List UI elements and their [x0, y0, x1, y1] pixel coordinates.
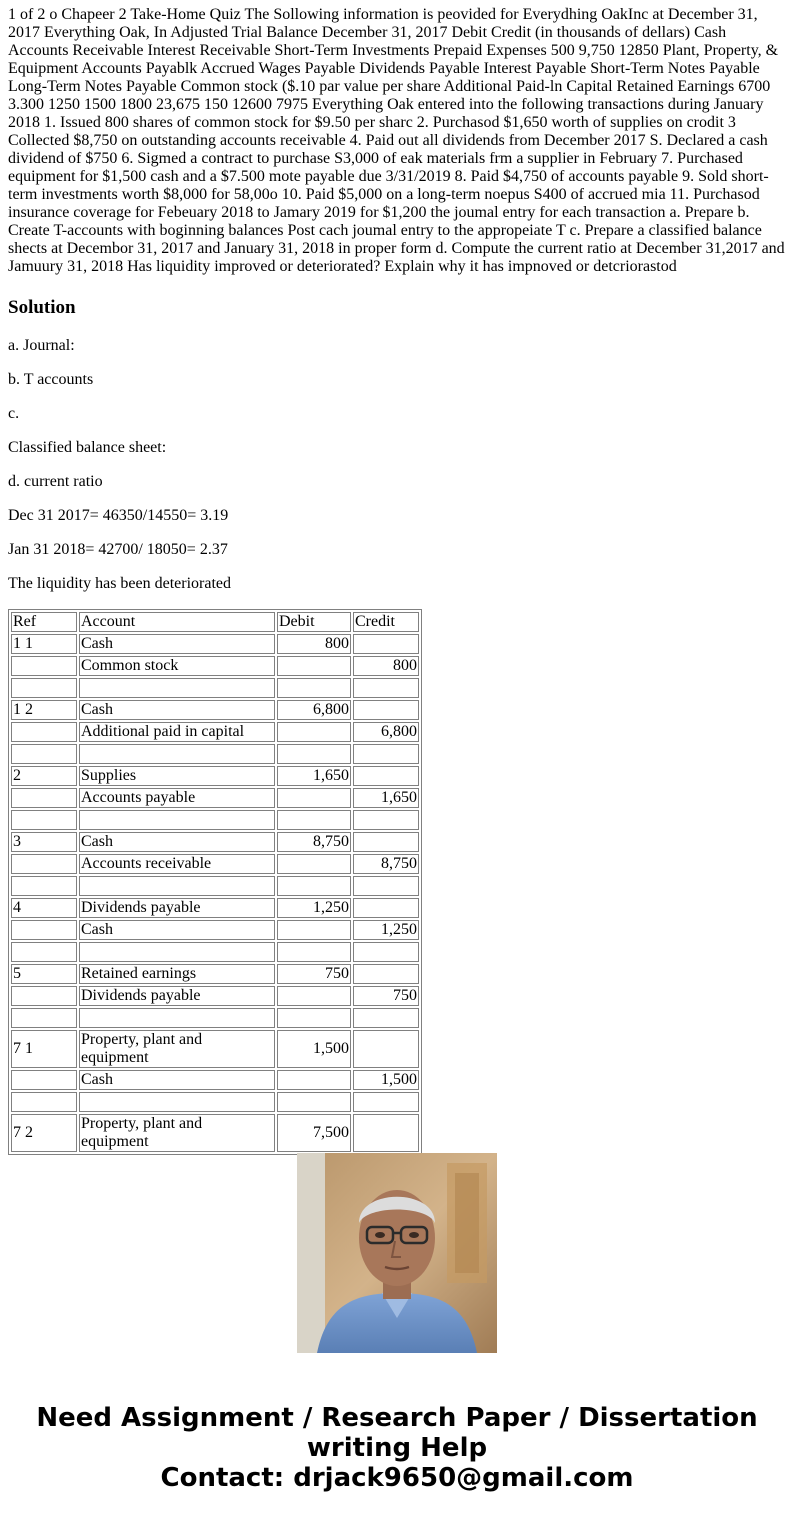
cell-debit: 7,500 [277, 1114, 351, 1152]
promo-banner [0, 1403, 794, 1493]
cell-ref [11, 942, 77, 962]
cell-account: Additional paid in capital [79, 722, 275, 742]
table-row [11, 1114, 419, 1152]
journal-rows [11, 634, 419, 1152]
table-row [11, 744, 419, 764]
cell-ref: 1 2 [11, 700, 77, 720]
cell-debit: 1,650 [277, 766, 351, 786]
cell-debit: 1,500 [277, 1030, 351, 1068]
solution-line-ratio-2018: Jan 31 2018= 42700/ 18050= 2.37 [8, 541, 228, 558]
cell-debit [277, 854, 351, 874]
solution-line-ratio-2017: Dec 31 2017= 46350/14550= 3.19 [8, 507, 229, 524]
table-row [11, 986, 419, 1006]
cell-account: Common stock [79, 656, 275, 676]
table-row [11, 810, 419, 830]
cell-credit [353, 678, 419, 698]
cell-ref: 2 [11, 766, 77, 786]
cell-credit: 1,500 [353, 1070, 419, 1090]
cell-account: Retained earnings [79, 964, 275, 984]
cell-ref [11, 876, 77, 896]
header-credit: Credit [353, 612, 419, 632]
cell-debit [277, 656, 351, 676]
cell-debit [277, 986, 351, 1006]
table-row [11, 854, 419, 874]
table-header-row [11, 612, 419, 632]
cell-account: Cash [79, 832, 275, 852]
solution-heading: Solution [8, 297, 76, 318]
solution-line-conclusion: The liquidity has been deteriorated [8, 575, 232, 592]
journal-table [8, 609, 422, 1155]
table-row [11, 898, 419, 918]
cell-credit: 800 [353, 656, 419, 676]
author-avatar [297, 1153, 497, 1353]
cell-credit [353, 700, 419, 720]
cell-credit [353, 942, 419, 962]
cell-account [79, 942, 275, 962]
table-row [11, 1030, 419, 1068]
cell-ref [11, 656, 77, 676]
cell-credit: 1,250 [353, 920, 419, 940]
cell-ref [11, 788, 77, 808]
cell-account: Property, plant and equipment [79, 1030, 275, 1068]
table-row [11, 788, 419, 808]
cell-credit [353, 744, 419, 764]
cell-credit: 8,750 [353, 854, 419, 874]
table-row [11, 876, 419, 896]
cell-debit [277, 942, 351, 962]
cell-debit: 8,750 [277, 832, 351, 852]
cell-ref: 7 1 [11, 1030, 77, 1068]
journal-table-container [8, 609, 426, 1150]
header-ref: Ref [11, 612, 77, 632]
cell-debit: 750 [277, 964, 351, 984]
cell-account: Dividends payable [79, 898, 275, 918]
cell-account: Cash [79, 1070, 275, 1090]
cell-ref: 1 1 [11, 634, 77, 654]
cell-debit: 1,250 [277, 898, 351, 918]
table-row [11, 942, 419, 962]
cell-account: Accounts payable [79, 788, 275, 808]
table-row [11, 920, 419, 940]
cell-ref [11, 810, 77, 830]
table-row [11, 1070, 419, 1090]
solution-line-journal: a. Journal: [8, 337, 75, 354]
cell-debit [277, 788, 351, 808]
cell-ref [11, 986, 77, 1006]
cell-ref [11, 678, 77, 698]
table-row [11, 832, 419, 852]
cell-ref [11, 744, 77, 764]
cell-debit: 6,800 [277, 700, 351, 720]
table-row [11, 678, 419, 698]
cell-debit [277, 678, 351, 698]
cell-account [79, 876, 275, 896]
solution-line-balance-sheet: Classified balance sheet: [8, 439, 167, 456]
cell-debit [277, 744, 351, 764]
table-row [11, 766, 419, 786]
cell-ref [11, 722, 77, 742]
cell-credit [353, 898, 419, 918]
question-text: 1 of 2 o Chapeer 2 Take-Home Quiz The Sollowing information is peovided for Everydhing OakInc at December 31, 2017 Everything Oak, In Adjusted Trial Balance December 31, 2017 Debit Credit (in thousands of dellars) Cash Accounts Receivable Interest Receivable Short-Term Investments Prepaid Expenses 500 9,750 12850 Plant, Property, & Equipment Accounts Payablk Accrued Wages Payable Dividends Payable Interest Payable Short-Term Notes Payable Long-Term Notes Payable Common stock ($.10 par value per share Additional Paid-ln Capital Retained Earnings 6700 3.300 1250 1500 1800 23,675 150 12600 7975 Everything Oak entered into the following transactions during January 2018 1. Issued 800 shares of common stock for $9.50 per sharc 2. Purchasod $1,650 worth of supplies on crodit 3 Collected $8,750 on outstanding accounts receivable 4. Paid out all dividends from December 2017 S. Declared a cash dividend of $750 6. Sigmed a contract to purchase S3,000 of eak materials frm a supplier in February 7. Purchased equipment for $1,500 cash and a $7.500 mote payable due 3/31/2019 8. Paid $4,750 of accounts payable 9. Sold short-term investments worth $8,000 for 58,00o 10. Paid $5,000 on a long-term noepus S400 of accrued mia 11. Purchasod insurance coverage for Febeuary 2018 to Jamary 2019 for $1,200 the joumal entry for each transaction a. Prepare b. Create T-accounts with boginning balances Post cach joumal entry to the appropeiate T c. Prepare a classified balance shects at Decembor 31, 2017 and January 31, 2018 in proper form d. Compute the current ratio at December 31,2017 and Jamuury 31, 2018 Has liquidity improved or deteriorated? Explain why it has impnoved or detcriorastod [8, 6, 785, 275]
solution-line-c: c. [8, 405, 20, 422]
cell-ref: 5 [11, 964, 77, 984]
cell-credit [353, 1092, 419, 1112]
cell-account [79, 1008, 275, 1028]
cell-account [79, 744, 275, 764]
solution-line-t-accounts: b. T accounts [8, 371, 94, 388]
cell-credit: 1,650 [353, 788, 419, 808]
cell-account: Property, plant and equipment [79, 1114, 275, 1152]
cell-debit [277, 810, 351, 830]
cell-debit: 800 [277, 634, 351, 654]
cell-account [79, 678, 275, 698]
cell-debit [277, 920, 351, 940]
cell-ref [11, 920, 77, 940]
table-row [11, 1092, 419, 1112]
cell-ref: 4 [11, 898, 77, 918]
cell-debit [277, 1092, 351, 1112]
cell-debit [277, 722, 351, 742]
cell-account: Cash [79, 634, 275, 654]
table-row [11, 700, 419, 720]
table-row [11, 722, 419, 742]
cell-debit [277, 876, 351, 896]
cell-ref: 7 2 [11, 1114, 77, 1152]
cell-credit [353, 964, 419, 984]
table-row [11, 1008, 419, 1028]
cell-ref [11, 1070, 77, 1090]
cell-credit [353, 1030, 419, 1068]
cell-credit: 750 [353, 986, 419, 1006]
cell-ref [11, 1008, 77, 1028]
header-account: Account [79, 612, 275, 632]
cell-ref: 3 [11, 832, 77, 852]
cell-credit [353, 810, 419, 830]
cell-account: Supplies [79, 766, 275, 786]
cell-ref [11, 1092, 77, 1112]
cell-credit [353, 766, 419, 786]
cell-credit [353, 876, 419, 896]
cell-credit: 6,800 [353, 722, 419, 742]
cell-account [79, 810, 275, 830]
cell-account: Cash [79, 700, 275, 720]
cell-credit [353, 832, 419, 852]
cell-debit [277, 1070, 351, 1090]
cell-ref [11, 854, 77, 874]
cell-account: Accounts receivable [79, 854, 275, 874]
promo-line-2: writing Help [306, 1433, 488, 1463]
cell-debit [277, 1008, 351, 1028]
cell-account [79, 1092, 275, 1112]
cell-credit [353, 1008, 419, 1028]
table-row [11, 634, 419, 654]
cell-account: Dividends payable [79, 986, 275, 1006]
cell-credit [353, 1114, 419, 1152]
solution-line-current-ratio: d. current ratio [8, 473, 103, 490]
avatar-portrait [297, 1153, 497, 1353]
promo-line-1: Need Assignment / Research Paper / Dissertation [36, 1403, 758, 1433]
table-row [11, 656, 419, 676]
header-debit: Debit [277, 612, 351, 632]
promo-contact: Contact: drjack9650@gmail.com [160, 1463, 634, 1493]
table-row [11, 964, 419, 984]
cell-account: Cash [79, 920, 275, 940]
cell-credit [353, 634, 419, 654]
